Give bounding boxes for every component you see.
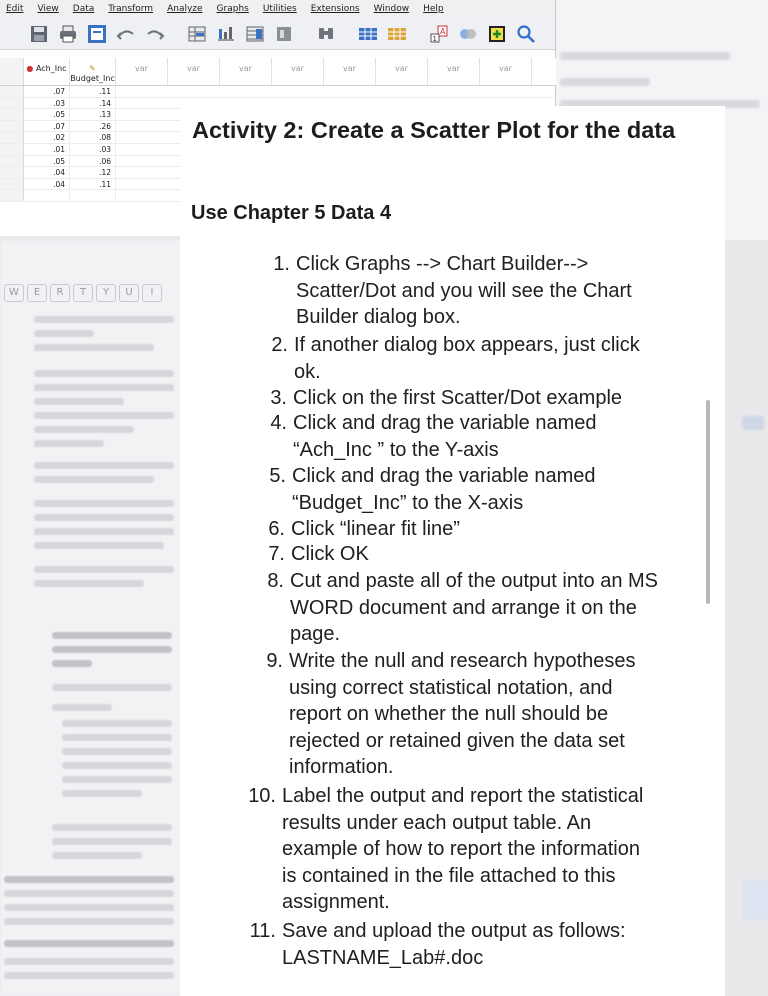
list-item bbox=[257, 385, 622, 412]
print-icon[interactable] bbox=[57, 23, 79, 45]
background-text-line bbox=[52, 852, 142, 859]
background-text-line bbox=[34, 514, 174, 521]
background-text-line bbox=[34, 580, 144, 587]
toolbar-separator bbox=[302, 23, 308, 45]
list-number: 1. bbox=[273, 253, 290, 275]
background-text-line bbox=[560, 78, 650, 86]
background-text-line bbox=[34, 566, 174, 573]
toolbar bbox=[0, 18, 555, 50]
list-text: Write the null and research hypotheses using correct statistical notation, and report on whether the null should be rejected or retained given the data set information. bbox=[289, 650, 636, 778]
background-text-line bbox=[52, 838, 172, 845]
list-number: 5. bbox=[269, 465, 286, 487]
background-key: U bbox=[119, 284, 139, 302]
background-text-line bbox=[62, 720, 172, 727]
column-header-var[interactable]: var bbox=[168, 58, 220, 85]
background-text-line bbox=[34, 426, 134, 433]
list-text: Click and drag the variable named “Budget_Inc” to the X-axis bbox=[292, 465, 596, 514]
background-text-line bbox=[34, 528, 174, 535]
cell-ach-inc[interactable]: .04 bbox=[24, 179, 70, 190]
background-text-line bbox=[4, 904, 174, 911]
toolbar-separator bbox=[344, 23, 350, 45]
column-header-budget-inc[interactable] bbox=[70, 58, 116, 85]
background-text-line bbox=[52, 824, 172, 831]
add-icon[interactable] bbox=[486, 23, 508, 45]
menu-analyze[interactable]: Analyze bbox=[167, 4, 203, 14]
background-key: W bbox=[4, 284, 24, 302]
list-text: Click on the first Scatter/Dot example bbox=[293, 387, 623, 409]
variables-icon[interactable] bbox=[244, 23, 266, 45]
cell-empty[interactable] bbox=[70, 190, 116, 201]
background-text-line bbox=[34, 398, 124, 405]
cell-empty[interactable] bbox=[24, 190, 70, 201]
list-text: If another dialog box appears, just click ok. bbox=[294, 334, 640, 383]
list-number: 9. bbox=[266, 650, 283, 672]
list-number: 11. bbox=[249, 920, 276, 942]
svg-text:1: 1 bbox=[432, 34, 437, 43]
cell-budget-inc[interactable]: .08 bbox=[70, 132, 116, 143]
background-text-line bbox=[62, 762, 172, 769]
cell-budget-inc[interactable]: .13 bbox=[70, 109, 116, 120]
menu-help[interactable]: Help bbox=[423, 4, 444, 14]
menu-edit[interactable]: Edit bbox=[6, 4, 24, 14]
background-text-line bbox=[52, 660, 92, 667]
menu-transform[interactable]: Transform bbox=[108, 4, 154, 14]
find-icon[interactable] bbox=[315, 23, 337, 45]
search-icon[interactable] bbox=[515, 23, 537, 45]
background-text-line bbox=[62, 790, 142, 797]
split-file-icon[interactable] bbox=[357, 23, 379, 45]
scale-icon: ● bbox=[26, 64, 34, 73]
background-scroll-mark bbox=[742, 416, 764, 430]
list-number: 4. bbox=[270, 412, 287, 434]
list-item bbox=[257, 410, 597, 463]
section-subtitle: Use Chapter 5 Data 4 bbox=[191, 202, 392, 224]
list-number: 3. bbox=[270, 387, 287, 409]
column-header-var[interactable]: var bbox=[272, 58, 324, 85]
background-key: T bbox=[73, 284, 93, 302]
menu-view[interactable]: View bbox=[37, 4, 59, 14]
cell-ach-inc[interactable]: .07 bbox=[24, 86, 70, 97]
undo-icon[interactable] bbox=[115, 23, 137, 45]
redo-icon[interactable] bbox=[144, 23, 166, 45]
cell-ach-inc[interactable]: .07 bbox=[24, 121, 70, 132]
svg-text:A: A bbox=[440, 26, 446, 36]
menu-utilities[interactable]: Utilities bbox=[262, 4, 297, 14]
background-text-line bbox=[52, 684, 172, 691]
row-header[interactable] bbox=[0, 144, 24, 155]
cell-ach-inc[interactable]: .03 bbox=[24, 98, 70, 109]
background-key: R bbox=[50, 284, 70, 302]
background-panel bbox=[742, 880, 768, 920]
list-item bbox=[255, 516, 460, 543]
menu-window[interactable]: Window bbox=[373, 4, 410, 14]
menu-data[interactable]: Data bbox=[72, 4, 95, 14]
assignment-document bbox=[180, 106, 725, 996]
cell-ach-inc[interactable]: .05 bbox=[24, 109, 70, 120]
column-header-var[interactable]: var bbox=[376, 58, 428, 85]
background-text-line bbox=[4, 918, 174, 925]
background-text-line bbox=[4, 972, 174, 979]
row-header[interactable] bbox=[0, 98, 24, 109]
column-label: Budget_Inc bbox=[70, 74, 115, 83]
grid-header bbox=[0, 58, 556, 86]
scrollbar[interactable] bbox=[706, 400, 710, 604]
list-text: Cut and paste all of the output into an MS WORD document and arrange it on the page. bbox=[290, 570, 659, 645]
list-number: 2. bbox=[271, 334, 288, 356]
menu-extensions[interactable]: Extensions bbox=[310, 4, 360, 14]
use-sets-icon[interactable] bbox=[457, 23, 479, 45]
background-text-line bbox=[4, 876, 174, 883]
background-text-line bbox=[4, 940, 174, 947]
list-item bbox=[256, 463, 596, 516]
background-key: E bbox=[27, 284, 47, 302]
menu-bar bbox=[0, 0, 555, 18]
background-text-line bbox=[4, 958, 174, 965]
cell-budget-inc[interactable]: .12 bbox=[70, 167, 116, 178]
list-item bbox=[258, 332, 640, 385]
background-text-line bbox=[34, 440, 104, 447]
run-descriptives-icon[interactable] bbox=[273, 23, 295, 45]
cell-budget-inc[interactable]: .11 bbox=[70, 179, 116, 190]
cell-ach-inc[interactable]: .02 bbox=[24, 132, 70, 143]
list-number: 7. bbox=[268, 543, 285, 565]
background-text-line bbox=[34, 344, 154, 351]
list-number: 6. bbox=[268, 518, 285, 540]
list-item bbox=[254, 568, 658, 648]
background-text-line bbox=[34, 462, 174, 469]
background-text-line bbox=[34, 542, 164, 549]
row-header[interactable] bbox=[0, 132, 24, 143]
background-text-line bbox=[34, 384, 174, 391]
list-item bbox=[246, 783, 643, 916]
weight-cases-icon[interactable] bbox=[386, 23, 408, 45]
column-header-ach-inc[interactable] bbox=[24, 58, 70, 85]
row-header[interactable] bbox=[0, 190, 24, 201]
goto-variable-icon[interactable] bbox=[215, 23, 237, 45]
row-header[interactable] bbox=[0, 156, 24, 167]
background-text-line bbox=[34, 370, 174, 377]
cell-ach-inc[interactable]: .04 bbox=[24, 167, 70, 178]
menu-graphs[interactable]: Graphs bbox=[216, 4, 249, 14]
row-header[interactable] bbox=[0, 86, 24, 97]
cell-ach-inc[interactable]: .01 bbox=[24, 144, 70, 155]
list-text: Click OK bbox=[291, 543, 369, 565]
table-row bbox=[0, 86, 556, 98]
background-text-line bbox=[34, 316, 174, 323]
pencil-icon: ✎ bbox=[89, 64, 96, 73]
row-header[interactable] bbox=[0, 179, 24, 190]
column-header-var[interactable]: var bbox=[324, 58, 376, 85]
cell-budget-inc[interactable]: .11 bbox=[70, 86, 116, 97]
row-header[interactable] bbox=[0, 109, 24, 120]
list-item bbox=[260, 251, 632, 331]
list-text: Save and upload the output as follows: LASTNAME_Lab#.doc bbox=[282, 920, 626, 969]
save-icon[interactable] bbox=[28, 23, 50, 45]
column-header-var[interactable]: var bbox=[116, 58, 168, 85]
toolbar-separator bbox=[415, 23, 421, 45]
corner-cell bbox=[0, 58, 24, 85]
background-text-line bbox=[62, 734, 172, 741]
list-text: Click Graphs --> Chart Builder--> Scatter/Dot and you will see the Chart Builder dialog box. bbox=[296, 253, 632, 328]
background-text-line bbox=[52, 646, 172, 653]
background-key: Y bbox=[96, 284, 116, 302]
cell-budget-inc[interactable]: .03 bbox=[70, 144, 116, 155]
cell-budget-inc[interactable]: .06 bbox=[70, 156, 116, 167]
list-item bbox=[255, 541, 369, 568]
page-title: Activity 2: Create a Scatter Plot for the data bbox=[192, 117, 676, 143]
background-text-line bbox=[560, 52, 730, 60]
background-text-line bbox=[34, 500, 174, 507]
column-header-var[interactable]: var bbox=[480, 58, 532, 85]
background-text-line bbox=[62, 776, 172, 783]
list-item bbox=[246, 918, 626, 971]
cell-ach-inc[interactable]: .05 bbox=[24, 156, 70, 167]
cell-budget-inc[interactable]: .26 bbox=[70, 121, 116, 132]
column-header-var[interactable]: var bbox=[428, 58, 480, 85]
value-labels-icon[interactable] bbox=[428, 23, 450, 45]
column-label: Ach_Inc bbox=[35, 64, 67, 73]
row-header[interactable] bbox=[0, 167, 24, 178]
toolbar-separator bbox=[173, 23, 179, 45]
column-header-var[interactable]: var bbox=[220, 58, 272, 85]
background-text-line bbox=[34, 330, 94, 337]
list-item bbox=[253, 648, 636, 781]
background-keyboard-row bbox=[0, 284, 185, 304]
cell-budget-inc[interactable]: .14 bbox=[70, 98, 116, 109]
background-text-line bbox=[34, 476, 154, 483]
background-text-line bbox=[52, 632, 172, 639]
list-number: 10. bbox=[248, 785, 276, 807]
background-text-line bbox=[62, 748, 172, 755]
background-text-line bbox=[52, 704, 112, 711]
goto-case-icon[interactable] bbox=[186, 23, 208, 45]
list-text: Label the output and report the statistical results under each output table. An example of how to report the information is contained in the file attached to this assignment. bbox=[282, 785, 644, 913]
background-text-line bbox=[34, 412, 174, 419]
list-text: Click and drag the variable named “Ach_Inc ” to the Y-axis bbox=[293, 412, 597, 461]
background-key: I bbox=[142, 284, 162, 302]
list-number: 8. bbox=[267, 570, 284, 592]
row-header[interactable] bbox=[0, 121, 24, 132]
list-text: Click “linear fit line” bbox=[291, 518, 460, 540]
dialog-recall-icon[interactable] bbox=[86, 23, 108, 45]
background-text-line bbox=[4, 890, 174, 897]
